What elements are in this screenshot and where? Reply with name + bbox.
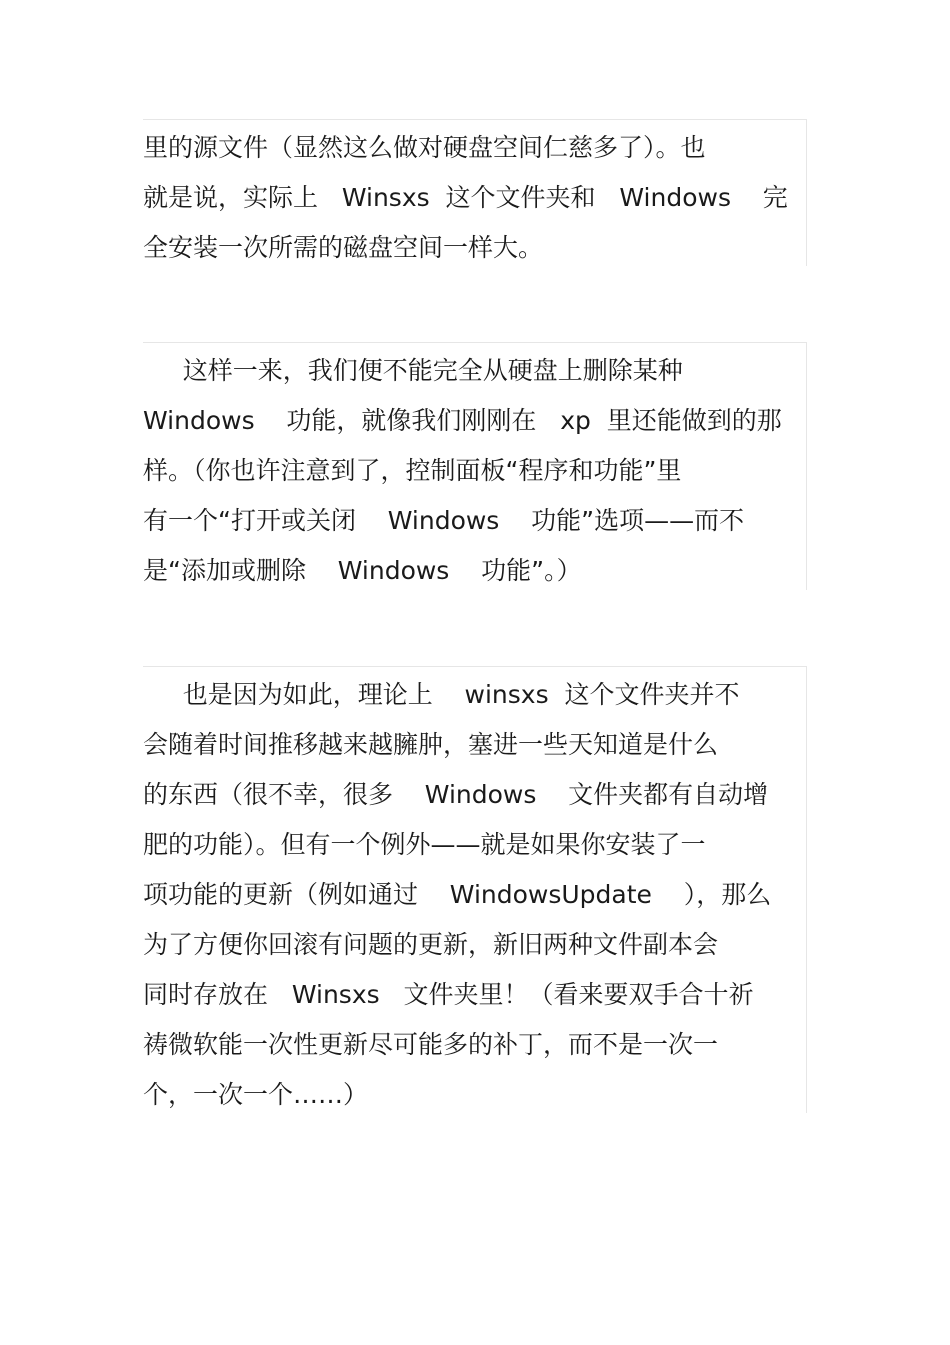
text-line: Windows 功能，就像我们刚刚在 xp 里还能做到的那 (143, 406, 782, 435)
text-line: 同时存放在 Winsxs 文件夹里！（看来要双手合十祈 (143, 980, 754, 1009)
text-line: 会随着时间推移越来越臃肿，塞进一些天知道是什么 (143, 730, 719, 759)
text-line: 样。（你也许注意到了，控制面板“程序和功能”里 (143, 456, 682, 485)
text-line: 全安装一次所需的磁盘空间一样大。 (143, 233, 544, 262)
text-line: 祷微软能一次性更新尽可能多的补丁，而不是一次一 (143, 1030, 719, 1059)
text-line: 是“添加或删除 Windows 功能”。） (143, 556, 582, 585)
text-line: 里的源文件（显然这么做对硬盘空间仁慈多了）。也 (143, 133, 706, 162)
paragraph-3 (143, 670, 806, 1120)
text-line: 也是因为如此，理论上 winsxs 这个文件夹并不 (143, 680, 740, 709)
text-line: 项功能的更新（例如通过 WindowsUpdate ），那么 (143, 880, 772, 909)
text-line: 的东西（很不幸，很多 Windows 文件夹都有自动增 (143, 780, 769, 809)
paragraph-block-3 (143, 666, 807, 1113)
text-line: 这样一来，我们便不能完全从硬盘上删除某种 (143, 356, 683, 385)
paragraph-2 (143, 346, 806, 596)
paragraph-block-1 (143, 119, 807, 266)
text-line: 个，一次一个……） (143, 1080, 369, 1109)
paragraph-block-2 (143, 342, 807, 590)
paragraph-1 (143, 123, 806, 273)
text-line: 为了方便你回滚有问题的更新，新旧两种文件副本会 (143, 930, 719, 959)
text-line: 就是说，实际上 Winsxs 这个文件夹和 Windows 完 (143, 183, 788, 212)
text-line: 有一个“打开或关闭 Windows 功能”选项——而不 (143, 506, 745, 535)
text-line: 肥的功能）。但有一个例外——就是如果你安装了一 (143, 830, 706, 859)
